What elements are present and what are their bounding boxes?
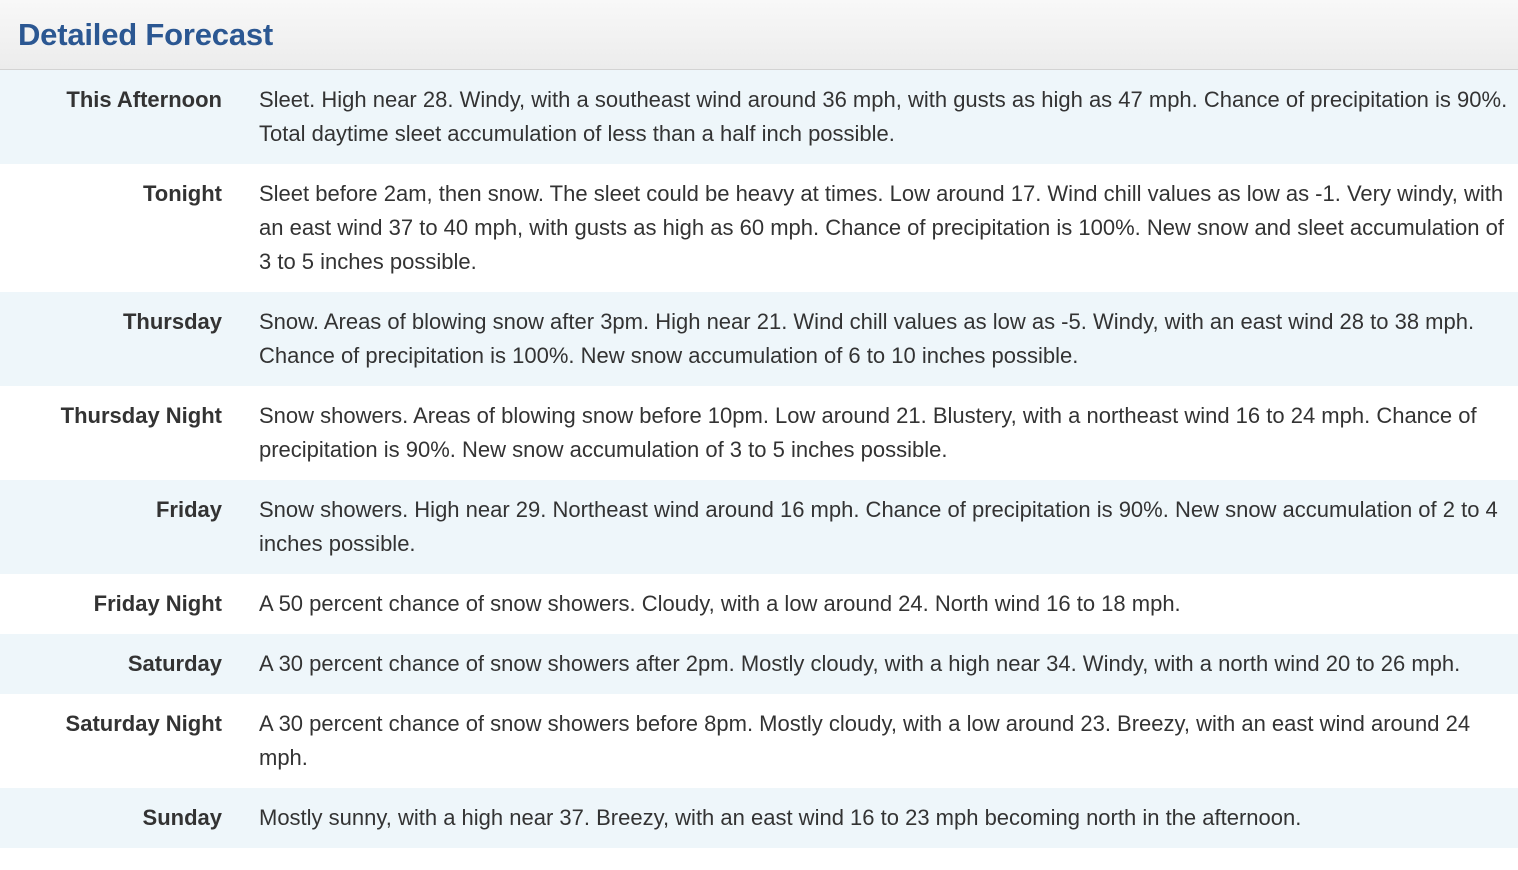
forecast-period-text: Sleet. High near 28. Windy, with a southeast wind around 36 mph, with gusts as high as 47 mph. Chance of precipitation is 90%. Total daytime sleet accumulation of less than a half inch possible. bbox=[259, 87, 1508, 146]
forecast-period-text: Sleet before 2am, then snow. The sleet could be heavy at times. Low around 17. Wind chill values as low as -1. Very windy, with an east wind 37 to 40 mph, with gusts as high as 60 mph. Chance of precipitation is 100%. New snow and sleet accumulation of 3 to 5 inches possible. bbox=[259, 181, 1504, 274]
forecast-period-text: Snow showers. Areas of blowing snow before 10pm. Low around 21. Blustery, with a northeast wind 16 to 24 mph. Chance of precipitation is 90%. New snow accumulation of 3 to 5 inches possible. bbox=[259, 403, 1477, 462]
forecast-row-thursday-night bbox=[0, 386, 1518, 480]
forecast-period-text: Mostly sunny, with a high near 37. Breezy, with an east wind 16 to 23 mph becoming north in the afternoon. bbox=[259, 805, 1302, 830]
forecast-period-label: Saturday bbox=[127, 651, 222, 676]
forecast-row-thursday bbox=[0, 292, 1518, 386]
forecast-row-sunday bbox=[0, 788, 1518, 848]
forecast-period-label: This Afternoon bbox=[66, 87, 222, 112]
forecast-period-label: Thursday bbox=[122, 309, 222, 334]
forecast-period-label: Friday bbox=[155, 497, 222, 522]
forecast-row-friday-night bbox=[0, 574, 1518, 634]
panel-header bbox=[0, 0, 1518, 70]
forecast-period-label: Tonight bbox=[143, 181, 222, 206]
forecast-period-label: Sunday bbox=[142, 805, 222, 830]
forecast-period-text: Snow. Areas of blowing snow after 3pm. High near 21. Wind chill values as low as -5. Windy, with an east wind 28 to 38 mph. Chance of precipitation is 100%. New snow accumulation of 6 to 10 inches possible. bbox=[259, 309, 1475, 368]
forecast-period-text: A 50 percent chance of snow showers. Cloudy, with a low around 24. North wind 16 to 18 mph. bbox=[259, 591, 1181, 616]
forecast-period-text: Snow showers. High near 29. Northeast wind around 16 mph. Chance of precipitation is 90%. New snow accumulation of 2 to 4 inches possible. bbox=[259, 497, 1498, 556]
forecast-row-saturday-night bbox=[0, 694, 1518, 788]
forecast-period-label: Thursday Night bbox=[60, 403, 222, 428]
forecast-row-saturday bbox=[0, 634, 1518, 694]
forecast-row-tonight bbox=[0, 164, 1518, 292]
forecast-row-this-afternoon bbox=[0, 70, 1518, 164]
forecast-period-text: A 30 percent chance of snow showers before 8pm. Mostly cloudy, with a low around 23. Breezy, with an east wind around 24 mph. bbox=[259, 711, 1471, 770]
forecast-period-label: Saturday Night bbox=[65, 711, 222, 736]
forecast-period-text: A 30 percent chance of snow showers after 2pm. Mostly cloudy, with a high near 34. Windy, with a north wind 20 to 26 mph. bbox=[259, 651, 1461, 676]
forecast-list bbox=[0, 70, 1518, 848]
panel-title: Detailed Forecast bbox=[18, 16, 274, 52]
forecast-row-friday bbox=[0, 480, 1518, 574]
forecast-period-label: Friday Night bbox=[93, 591, 222, 616]
